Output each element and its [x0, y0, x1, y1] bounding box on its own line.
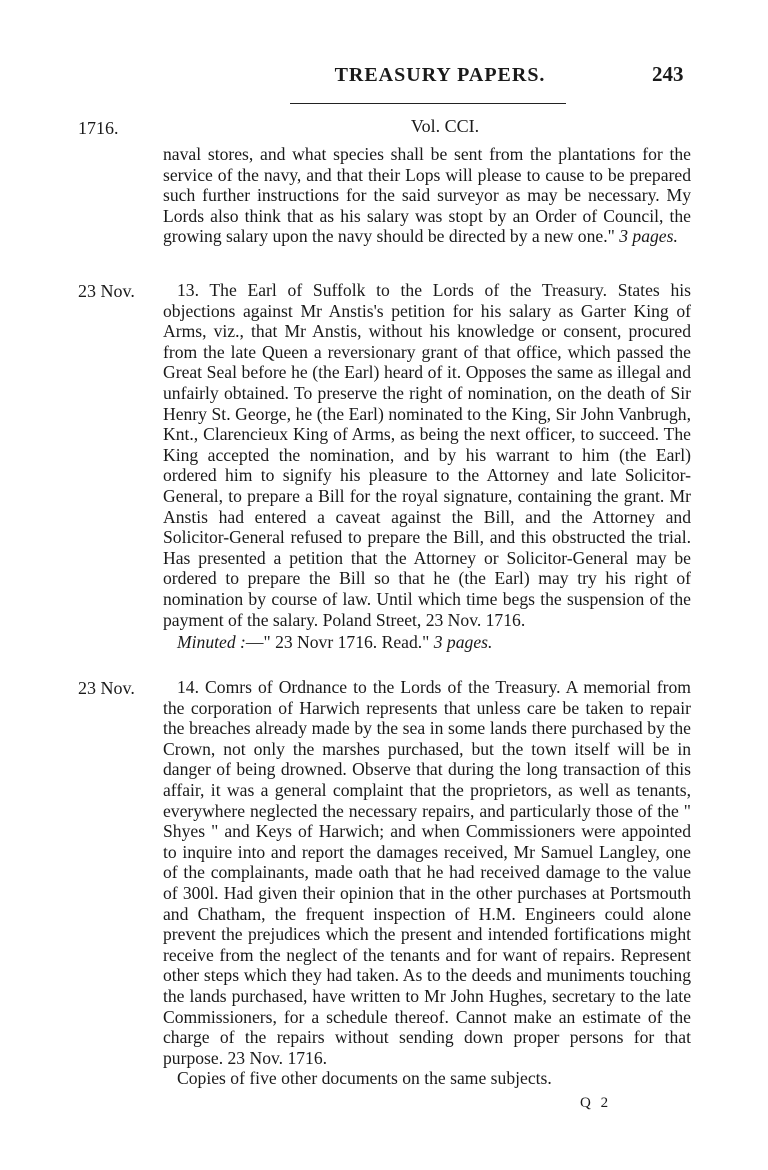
signature-mark: Q 2: [580, 1095, 612, 1111]
entry-13-pages: 3 pages.: [433, 632, 493, 653]
page-number: 243: [652, 62, 684, 86]
entry-14-body: Comrs of Ordnance to the Lords of the Treasury. A memorial from the corporation of Harwich represents that unless care be taken to repair the breaches already made by the sea in some lands there purchased by the Crown, not only the marshes purchased, but the town itself will be in danger of being drowned. Observe that during the long transaction of this affair, it was a general complaint that the proprietors, as well as tenants, everywhere neglected the necessary repairs, and particularly those of the " Shyes " and Keys of Harwich; and when Commissioners were appointed to inquire into and report the damages received, Mr Samuel Langley, one of the complainants, made oath that he had received damage to the value of 300l. Had given their opinion that in the other purchases at Portsmouth and Chatham, the frequent inspection of H.M. Engineers could alone prevent the prejudices which the present and intended fortifications might receive from the neglect of the tenants and for want of repairs. Represent other steps which they had taken. As to the deeds and muniments touching the lands purchased, have written to Mr John Hughes, secretary to the late Commissioners, for a schedule thereof. Cannot make an estimate of the charge of the repairs without sending down proper persons for that purpose. 23 Nov. 1716.: [163, 677, 691, 1068]
continuation-pages: 3 pages.: [619, 226, 678, 247]
margin-year: 1716.: [78, 118, 119, 138]
entry-14: [163, 677, 691, 1089]
continuation-text: naval stores, and what species shall be sent from the plantations for the service of the navy, and that their Lops will please to cause to be prepared such further instructions for the said surveyor as may be necessary. My Lords also think that as his salary was stopt by an Order of Council, the growing salary upon the navy should be directed by a new one.": [163, 144, 691, 247]
entry-14-date: 23 Nov.: [78, 678, 135, 698]
entry-13-minute-label: Minuted :: [177, 632, 246, 653]
volume-heading: Vol. CCI.: [410, 116, 480, 136]
entry-13-number: 13.: [177, 280, 199, 300]
entry-13-body: The Earl of Suffolk to the Lords of the Treasury. States his objections against Mr Anstis's petition for his salary as Garter King of Arms, viz., that Mr Anstis, without his knowledge or consent, procured from the late Queen a reversionary grant of that office, which passed the Great Seal before he (the Earl) heard of it. Opposes the same as illegal and unfairly obtained. To preserve the right of nomination, on the death of Sir Henry St. George, he (the Earl) nominated to the King, Sir John Vanbrugh, Knt., Clarencieux King of Arms, as being the next officer, to succeed. The King accepted the nomination, and by his warrant to him (the Earl) ordered him to signify his pleasure to the Attorney and late Solicitor-General, to prepare a Bill for the royal signature, containing the grant. Mr Anstis had entered a caveat against the Bill, and the Attorney and Solicitor-General refused to prepare the Bill, and this obstructed the trial. Has presented a petition that the Attorney or Solicitor-General may be ordered to prepare the Bill so that he (the Earl) may try his right of nomination by course of law. Until which time begs the suspension of the payment of the salary. Poland Street, 23 Nov. 1716.: [163, 280, 691, 630]
running-title: TREASURY PAPERS.: [334, 64, 546, 86]
continuation-block: [163, 144, 691, 247]
entry-14-number: 14.: [177, 677, 199, 697]
entry-13-date: 23 Nov.: [78, 281, 135, 301]
entry-13: [163, 280, 691, 653]
entry-13-minute-text: —" 23 Novr 1716. Read.": [245, 632, 434, 653]
entry-14-copies: Copies of five other documents on the same subjects.: [177, 1068, 552, 1089]
header-rule: [290, 103, 566, 104]
